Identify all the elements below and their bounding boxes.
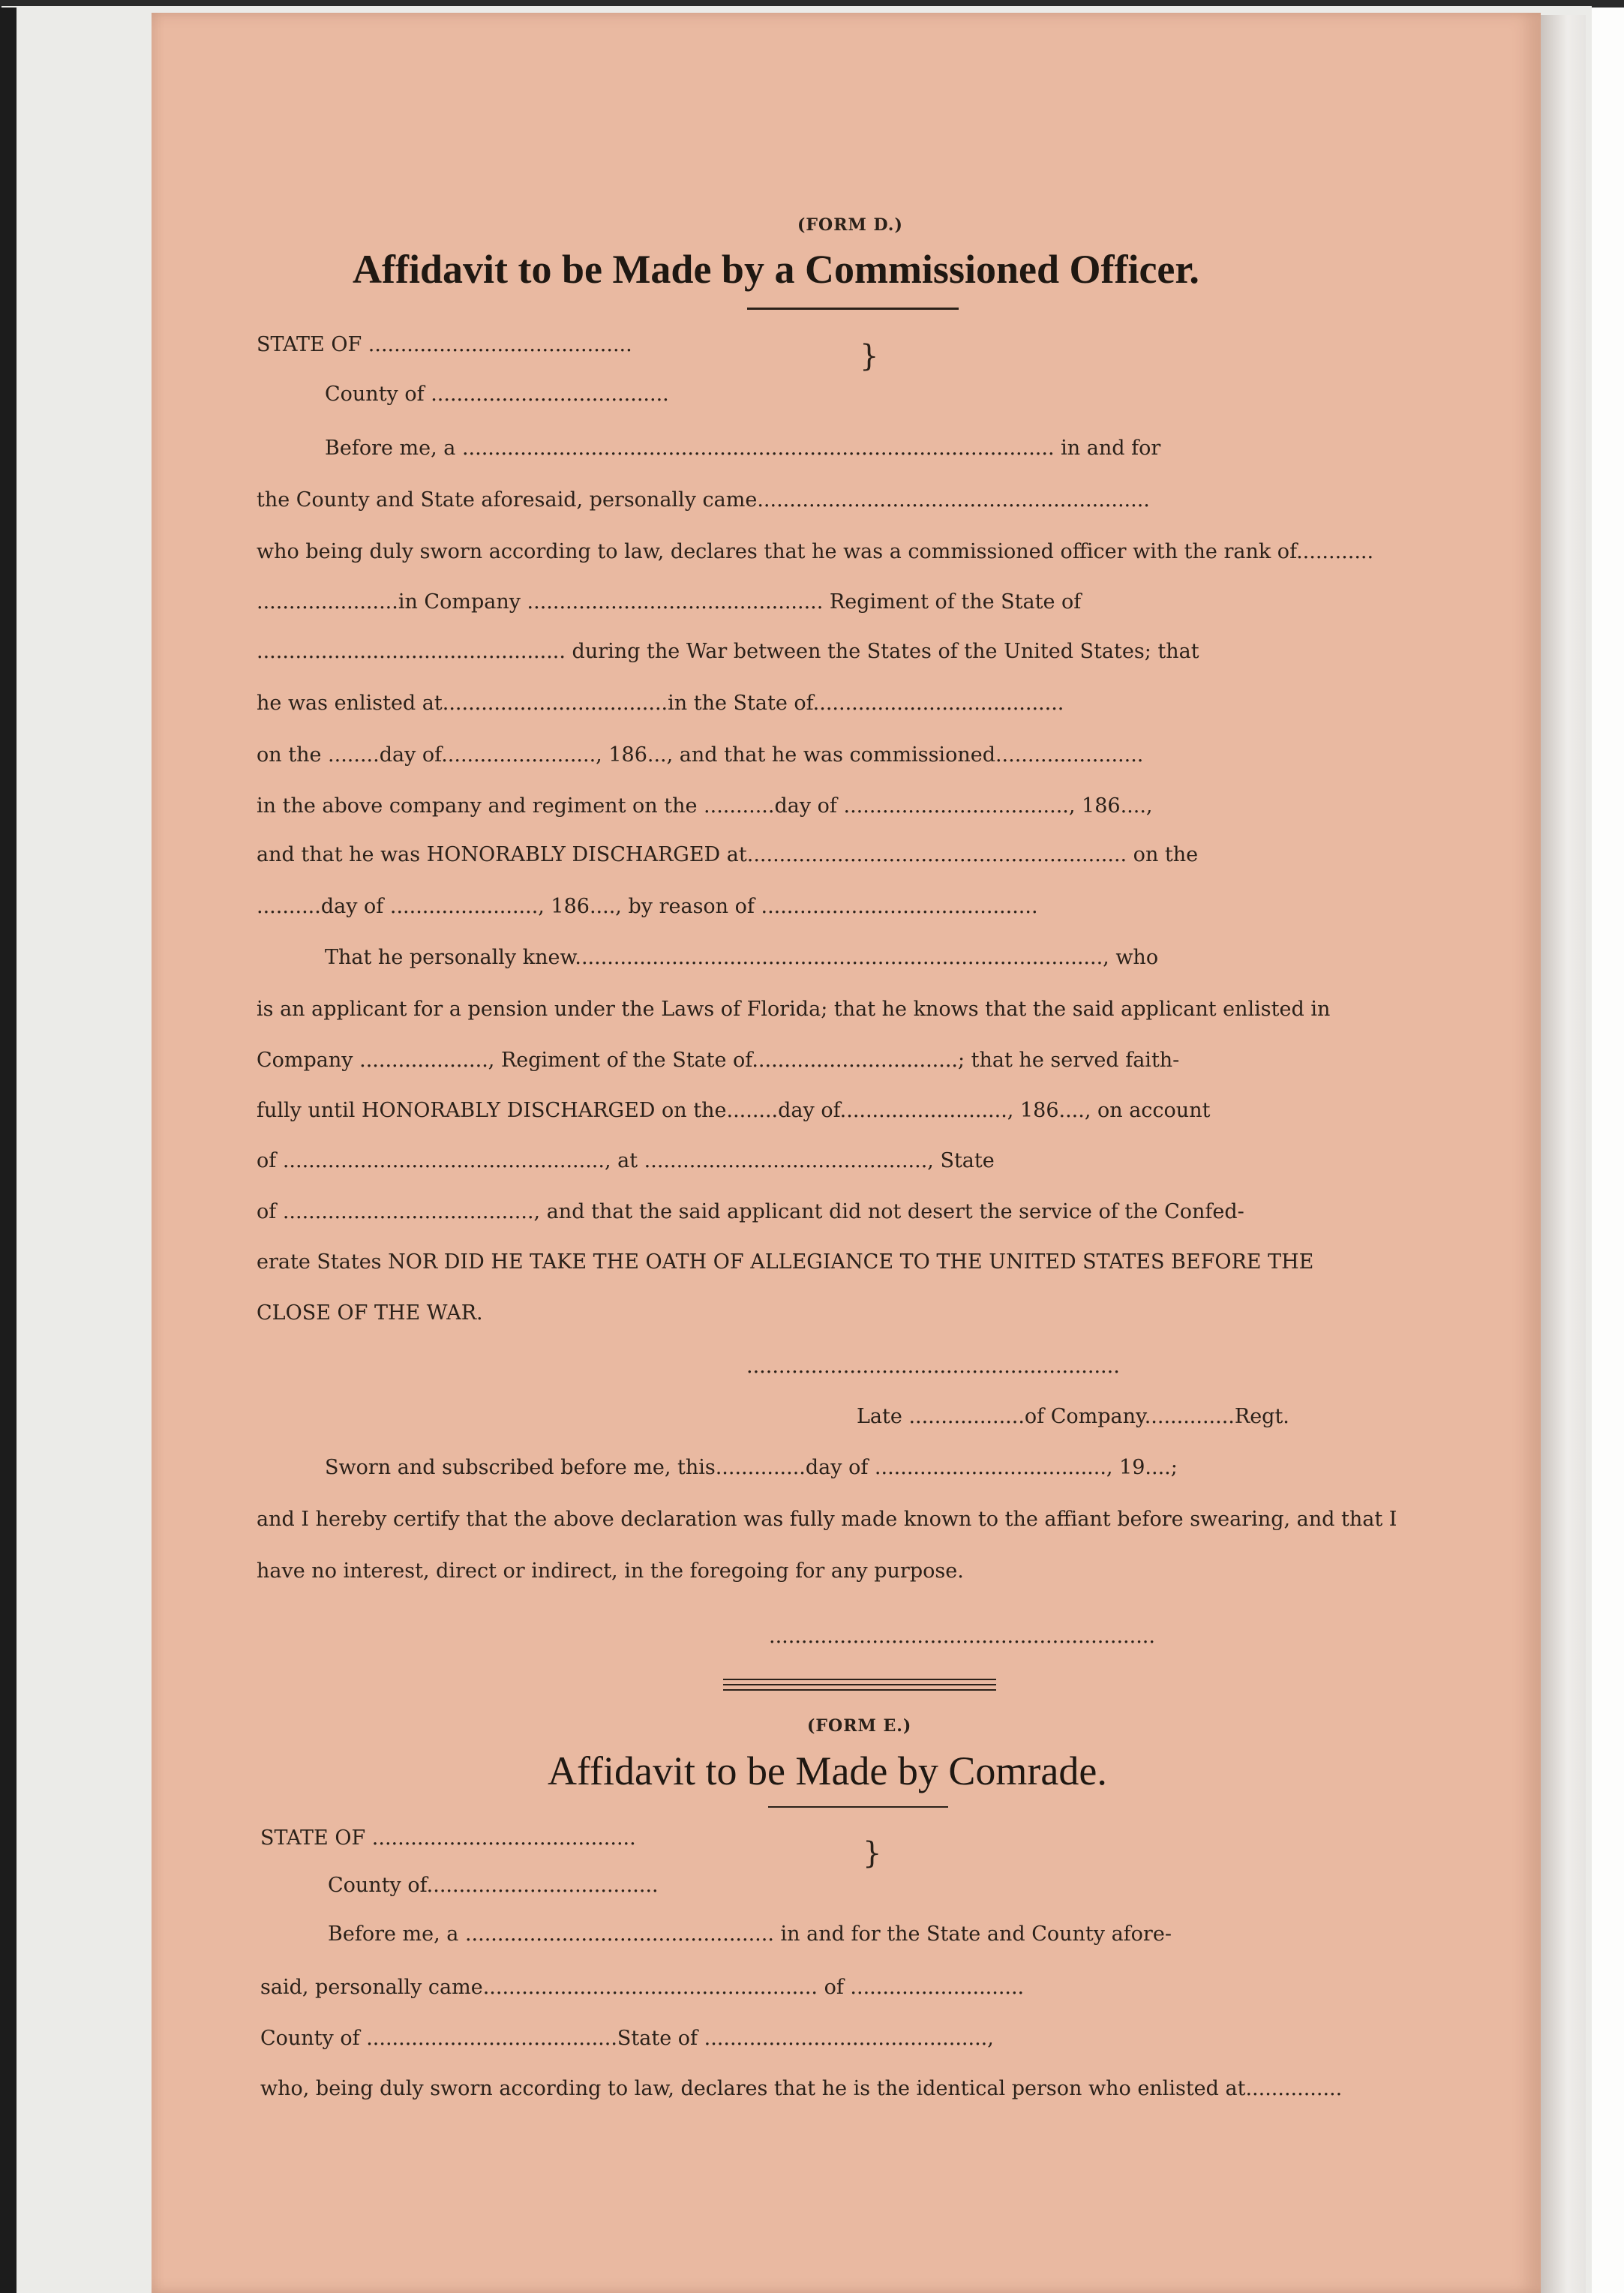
form-d-line: fully until HONORABLY DISCHARGED on the........day of.........................., 186...., on account	[257, 1099, 1211, 1122]
section-divider	[723, 1684, 996, 1685]
form-e-line: County of....................................	[328, 1874, 659, 1897]
form-d-line: is an applicant for a pension under the Laws of Florida; that he knows that the said applicant enlisted in	[257, 998, 1331, 1021]
plastic-sleeve-edge	[1541, 15, 1586, 2293]
form-e-label: (FORM E.)	[807, 1716, 912, 1736]
form-e-title: Affidavit to be Made by Comrade.	[548, 1748, 1107, 1793]
form-d-line: Late ..................of Company..............Regt.	[857, 1405, 1289, 1428]
form-d-line: County of .....................................	[325, 383, 669, 406]
form-e-title-rule	[768, 1806, 948, 1808]
section-divider	[723, 1689, 996, 1691]
form-e-line: who, being duly sworn according to law, declares that he is the identical person who enlisted at...............	[260, 2077, 1343, 2100]
form-d-line: ................................................ during the War between the States of the United States; that	[257, 640, 1199, 663]
brace-icon: }	[863, 1836, 882, 1871]
form-d-line: he was enlisted at...................................in the State of.......................................	[257, 692, 1064, 715]
form-d-line: of ......................................., and that the said applicant did not desert the service of the Confed-	[257, 1200, 1244, 1223]
scan-left-border	[0, 8, 17, 2293]
form-d-line: Before me, a ............................................................................................ in and for	[325, 437, 1161, 460]
form-d-line: and that he was HONORABLY DISCHARGED at........................................................... on the	[257, 843, 1199, 866]
form-e-line: said, personally came.................................................... of ...........................	[260, 1976, 1025, 1999]
signature-line: ..........................................................	[746, 1355, 1120, 1378]
form-d-line: erate States NOR DID HE TAKE THE OATH OF ALLEGIANCE TO THE UNITED STATES BEFORE THE	[257, 1250, 1314, 1274]
form-d-line: CLOSE OF THE WAR.	[257, 1301, 483, 1325]
form-e-line: STATE OF .........................................	[260, 1826, 636, 1850]
form-d-label: (FORM D.)	[797, 215, 903, 235]
form-d-line: and I hereby certify that the above declaration was fully made known to the affiant before swearing, and that I	[257, 1508, 1397, 1531]
section-divider	[723, 1679, 996, 1680]
form-d-line: Company ...................., Regiment of the State of................................; that he served faith-	[257, 1049, 1180, 1072]
form-d-line: of .................................................., at ............................................, State	[257, 1149, 995, 1172]
form-d-line: That he personally knew.................................................................................., who	[325, 946, 1159, 969]
form-d-line: ..........day of ......................., 186...., by reason of ...........................................	[257, 895, 1038, 918]
form-d-line: have no interest, direct or indirect, in the foregoing for any purpose.	[257, 1559, 964, 1583]
form-d-line: STATE OF .........................................	[257, 333, 632, 356]
form-d-title: Affidavit to be Made by a Commissioned Officer.	[353, 247, 1199, 292]
brace-icon: }	[860, 339, 879, 374]
form-d-title-rule	[747, 308, 959, 310]
form-e-line: Before me, a ................................................ in and for the State and County afore-	[328, 1922, 1172, 1946]
signature-line: ............................................................	[769, 1625, 1155, 1648]
form-d-line: the County and State aforesaid, personally came.............................................................	[257, 488, 1150, 512]
form-d-line: who being duly sworn according to law, declares that he was a commissioned officer with the rank of............	[257, 540, 1374, 563]
form-d-line: Sworn and subscribed before me, this..............day of ...................................., 19....;	[325, 1456, 1178, 1479]
form-d-line: on the ........day of........................, 186..., and that he was commissioned.......................	[257, 743, 1144, 767]
form-e-line: County of .......................................State of ............................................,	[260, 2027, 994, 2050]
form-d-line: ......................in Company .............................................. Regiment of the State of	[257, 590, 1082, 614]
form-d-line: in the above company and regiment on the ...........day of ..................................., 186....,	[257, 794, 1153, 818]
